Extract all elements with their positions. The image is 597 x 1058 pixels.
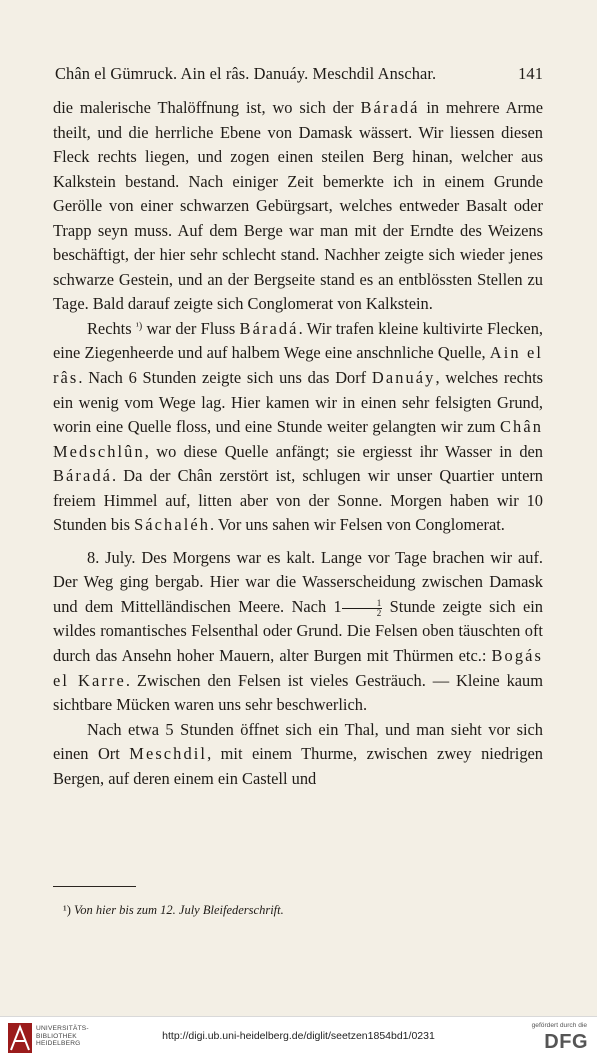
- footnote-ref: ¹): [135, 320, 143, 332]
- body-text: [53, 96, 543, 791]
- fraction-one-half: $\frac{1}{2}$: [342, 599, 383, 618]
- paragraph-2: Rechts $^{^1)}$ war der Fluss Báradá. Wir trafen kleine kultivirte Flecken, eine Ziegenheerde und auf halbem Wege eine anschnliche Quelle, Ain el râs. Nach 6 Stunden zeigte sich uns das Dorf Danuáy, welches rechts ein wenig vom Wege lag. Hier kamen wir in einen sehr felsigten Grund, worin eine Quelle floss, und eine Stunde weiter gelangten wir zum Chân Medschlûn, wo diese Quelle anfängt; sie ergiesst ihr Wasser in den Báradá. Da der Chân zerstört ist, schlugen wir unser Quartier untern freiem Himmel auf, litten aber von der Sonne. Morgen haben wir 10 Stunden bis Sáchaléh. Vor uns sahen wir Felsen von Conglomerat.: [53, 318, 544, 535]
- footnote: [63, 903, 284, 918]
- footnote-rule: [53, 886, 136, 887]
- source-url-link[interactable]: http://digi.ub.uni-heidelberg.de/diglit/seetzen1854bd1/0231: [162, 1030, 435, 1042]
- footnote-marker: ¹): [63, 903, 71, 917]
- library-name: UNIVERSITÄTS- BIBLIOTHEK HEIDELBERG: [36, 1025, 89, 1047]
- funder-caption: gefördert durch die: [531, 1022, 587, 1029]
- page-number: 141: [518, 64, 543, 83]
- running-head: [55, 64, 543, 84]
- paragraph-1: die malerische Thalöffnung ist, wo sich der Báradá in mehrere Arme theilt, und die herrliche Ebene von Damask wässert. Wir liessen diesen Fleck rechts liegen, und zogen einen steilen Berg hinan, welcher aus Kalkstein bestand. Nach einiger Zeit bemerkte ich in einem Grunde Gerölle von einer schwarzen Gebürgsart, welches entweder Basalt oder Trapp seyn muss. Auf dem Berge war man mit der Erndte des Weizens beschäftigt, der hier sehr schlecht stand. Nachher zeigte sich wieder jenes schwarze Gestein, und an der Bergseite stand es an entblössten Stellen zu Tage. Bald darauf zeigte sich Conglomerat von Kalkstein.: [53, 98, 543, 314]
- running-title: Chân el Gümruck. Ain el râs. Danuáy. Meschdil Anschar.: [55, 64, 437, 83]
- paragraph-4: Nach etwa 5 Stunden öffnet sich ein Thal, und man sieht vor sich einen Ort Meschdil, mit einem Thurme, zwischen zwey niedrigen Bergen, auf deren einem ein Castell und: [53, 719, 543, 788]
- footnote-text: Von hier bis zum 12. July Bleifederschrift.: [74, 903, 284, 917]
- dfg-logo: DFG: [544, 1031, 588, 1053]
- digitization-footer: [0, 1016, 597, 1058]
- paragraph-3: 8. July. Des Morgens war es kalt. Lange vor Tage brachen wir auf. Der Weg ging bergab. Hier war die Wasserscheidung zwischen Damask und dem Mittelländischen Meere. Nach 1 $\frac{1}{2}$ Stunde zeigte sich ein wildes romantisches Felsenthal oder Grund. Die Felsen oben täuschten oft durch das Ansehn hoher Mauern, alter Burgen mit Thürmen etc.: Bogás el Karre. Zwischen den Felsen ist vieles Gesträuch. — Kleine kaum sichtbare Mücken waren uns sehr beschwerlich.: [53, 547, 543, 715]
